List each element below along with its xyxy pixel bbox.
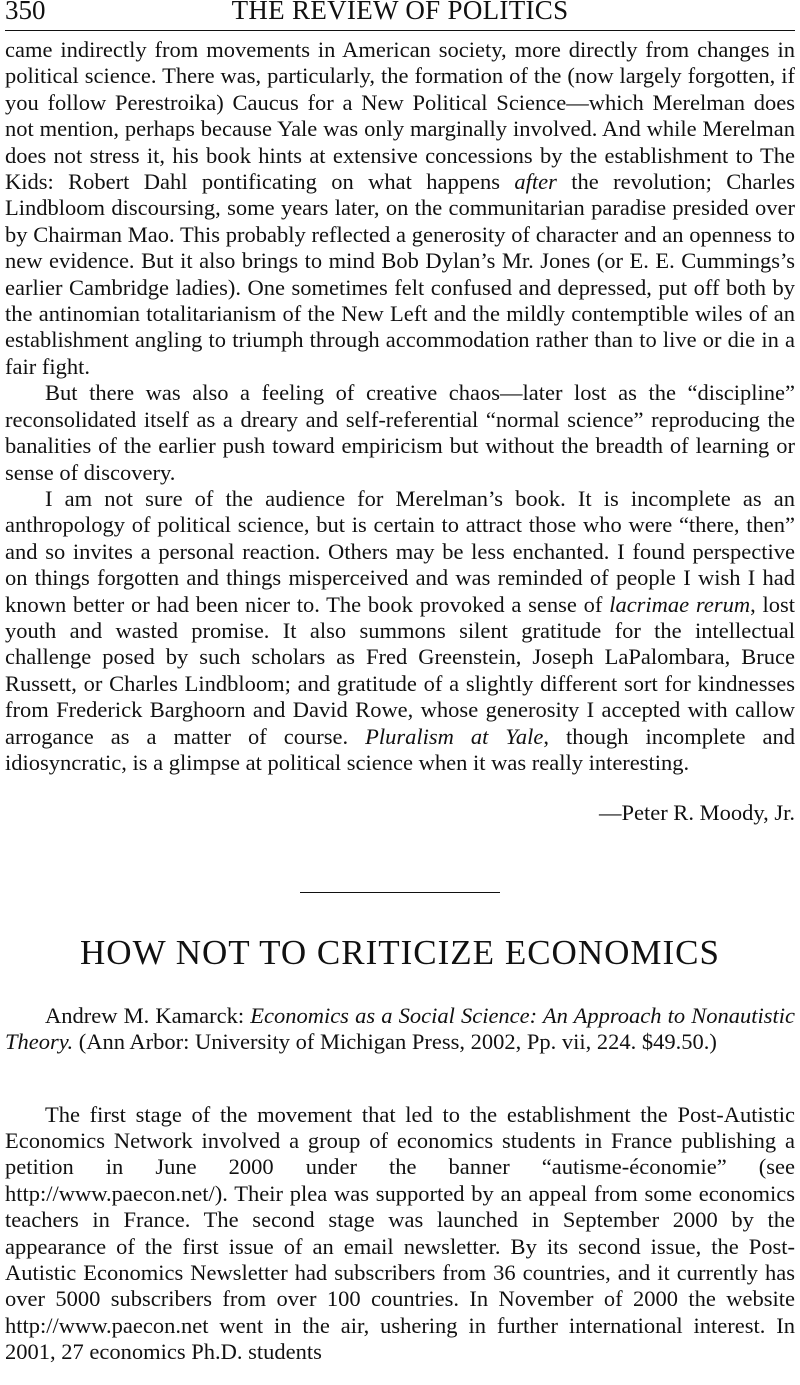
italic-run: Pluralism at Yale xyxy=(365,723,544,749)
review2-paragraph-1: The first stage of the movement that led to the establishment the Post-Autistic Economics Network involved a group of economics students in France publishing a petition in June 2000 under the banner “autisme-économie” (see http://www.paecon.net/). Their plea was supported by an appeal from some economics teachers in France. The second stage was launched in September 2000 by the appearance of the first issue of an email newsletter. By its second issue, the Post-Autistic Economics Newsletter had subscribers from 36 countries, and it currently has over 5000 subscribers from over 100 countries. In November of 2000 the website http://www.paecon.net went in the air, ushering in further international interest. In 2001, 27 economics Ph.D. students xyxy=(5,1101,795,1365)
article-title: HOW NOT TO CRITICIZE ECONOMICS xyxy=(80,932,720,972)
review1-paragraph-1 xyxy=(5,37,795,380)
section-divider xyxy=(300,892,500,893)
text-run: the revolution; Charles Lindbloom discoursing, some years later, on the communitarian paradise presided over by Chairman Mao. This probably reflected a generosity of character and an openness to new evidence. But it also brings to mind Bob Dylan’s Mr. Jones (or E. E. Cummings’s earlier Cambridge ladies). One sometimes felt confused and depressed, put off both by the antinomian totalitarianism of the New Left and the mildly contemptible wiles of an establishment angling to triumph through accommodation rather than to live or die in a fair fight. xyxy=(5,169,796,379)
italic-run: after xyxy=(514,169,557,195)
review-signature: —Peter R. Moody, Jr. xyxy=(598,800,795,826)
citation-details: (Ann Arbor: University of Michigan Press, 2002, Pp. vii, 224. $49.50.) xyxy=(73,1029,717,1055)
text-run: , though incomplete and idiosyncratic, is a glimpse at political science when it was really interesting. xyxy=(5,723,796,775)
text-run: came indirectly from movements in American society, more directly from changes in political science. There was, particularly, the formation of the (now largely forgotten, if you follow Perestroika) Caucus for a New Political Science—which Merelman does not mention, perhaps because Yale was only marginally involved. And while Merelman does not stress it, his book hints at extensive concessions by the establishment to The Kids: Robert Dahl pontificating on what happens xyxy=(5,37,795,195)
book-citation xyxy=(5,1003,795,1056)
citation-book-title: Economics as a Social Science: An Approach to Nonautistic Theory. xyxy=(5,1002,796,1055)
italic-run: lacrimae rerum xyxy=(609,591,751,617)
journal-title: THE REVIEW OF POLITICS xyxy=(231,0,569,25)
text-run: I am not sure of the audience for Merelman’s book. It is incomplete as an anthropology of political science, but is certain to attract those who were “there, then” and so invites a personal reaction. Others may be less enchanted. I found perspective on things forgotten and things misperceived and was reminded of people I wish I had known better or had been nicer to. The book provoked a sense of xyxy=(5,485,795,617)
review-moody xyxy=(5,37,795,827)
citation-author: Andrew M. Kamarck: xyxy=(45,1002,251,1028)
running-head xyxy=(5,0,795,31)
review1-paragraph-2: But there was also a feeling of creative chaos—later lost as the “discipline” reconsolidated itself as a dreary and self-referential “normal science” reproducing the banalities of the earlier push toward empiricism but without the breadth of learning or sense of discovery. xyxy=(5,380,795,485)
text-run: , lost youth and wasted promise. It also summons silent gratitude for the intellectual challenge posed by such scholars as Fred Greenstein, Joseph LaPalombara, Bruce Russett, or Charles Lindbloom; and gratitude of a slightly different sort for kindnesses from Frederick Barghoorn and David Rowe, whose generosity I accepted with callow arrogance as a matter of course. xyxy=(5,591,795,749)
page-number: 350 xyxy=(5,0,46,25)
review1-paragraph-3 xyxy=(5,486,795,776)
journal-page xyxy=(5,0,795,1385)
